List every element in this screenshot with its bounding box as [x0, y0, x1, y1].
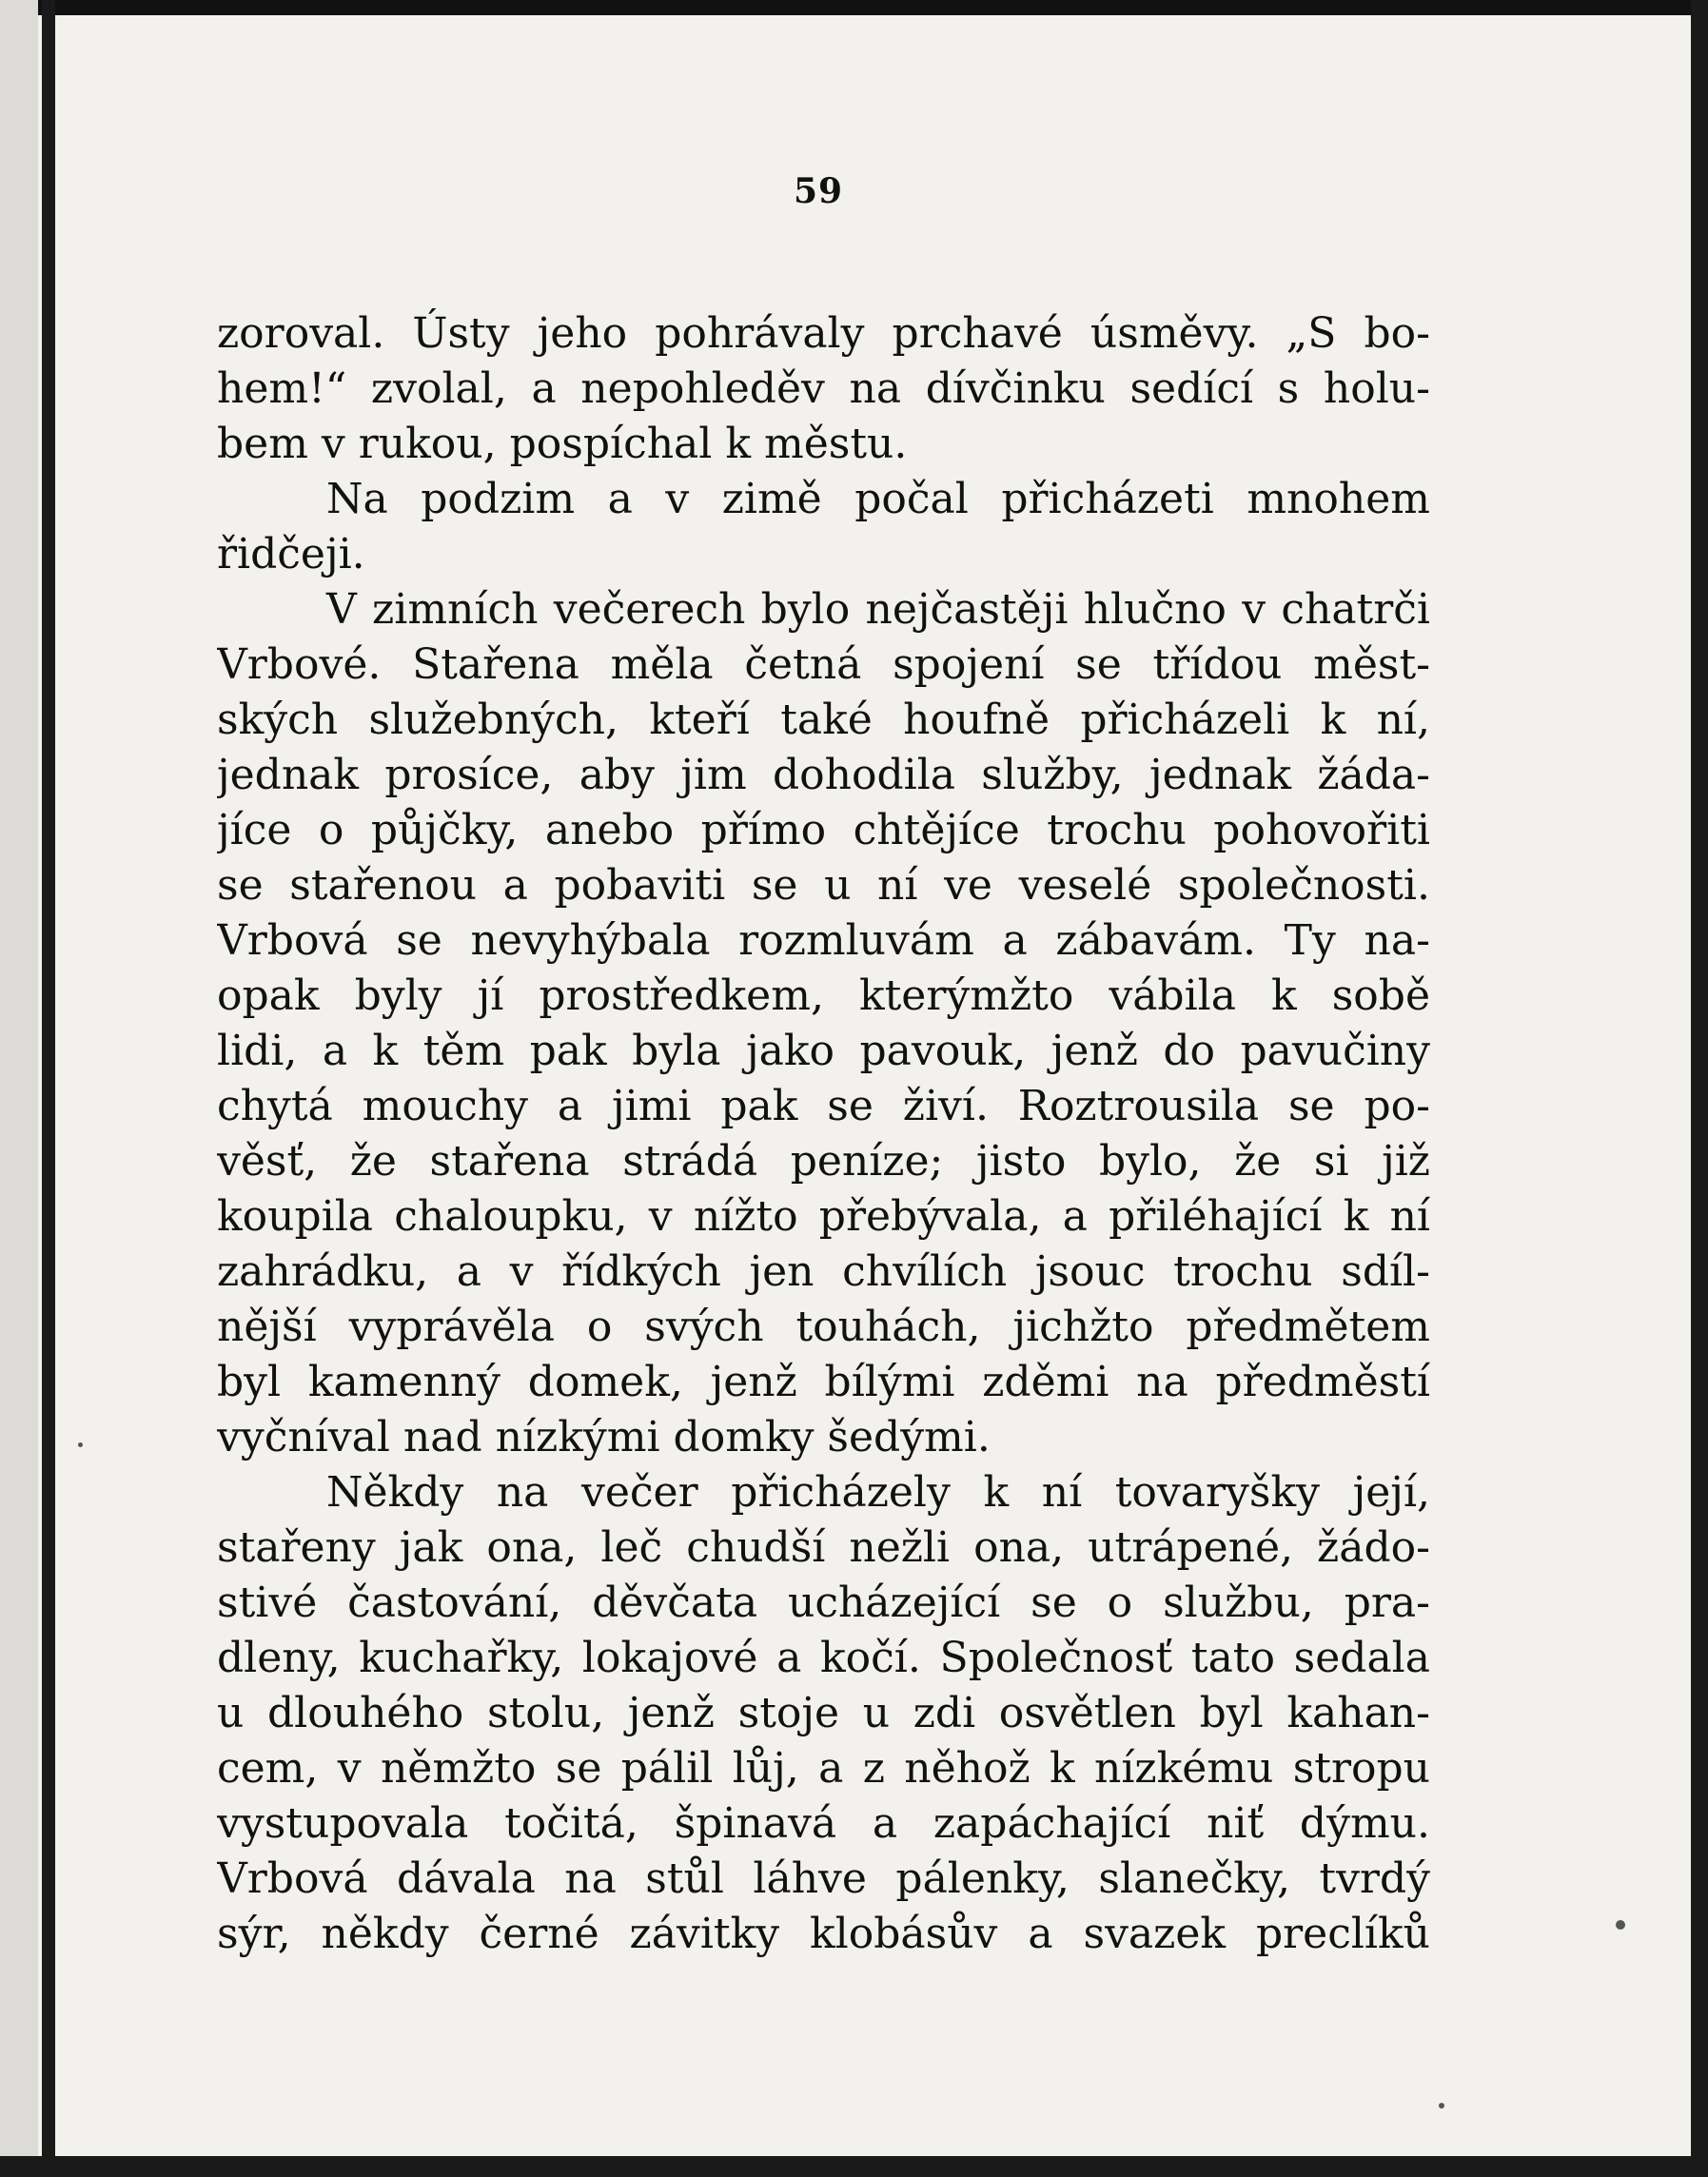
text-line: sýr, někdy černé závitky klobásův a svazek preclíků [217, 1910, 1430, 1958]
body-text [217, 306, 1430, 1962]
text-line: stivé častování, děvčata ucházející se o službu, pra- [217, 1579, 1430, 1627]
scan-border-left [42, 0, 55, 2177]
text-line: ských služebných, kteří také houfně přicházeli k ní, [217, 696, 1430, 744]
text-line: opak byly jí prostředkem, kterýmžto vábila k sobě [217, 971, 1430, 1020]
text-line: Vrbová dávala na stůl láhve pálenky, slanečky, tvrdý [217, 1854, 1430, 1903]
text-line: se stařenou a pobaviti se u ní ve veselé společnosti. [217, 861, 1430, 910]
text-line: stařeny jak ona, leč chudší nežli ona, utrápené, žádo- [217, 1523, 1430, 1572]
text-line: jednak prosíce, aby jim dohodila služby, jednak žáda- [217, 751, 1430, 799]
text-line: Vrbová se nevyhýbala rozmluvám a zábavám. Ty na- [217, 916, 1430, 965]
scan-border-bottom [0, 2156, 1708, 2177]
text-line: bem v rukou, pospíchal k městu. [217, 420, 908, 468]
scan-speck [1439, 2103, 1444, 2108]
page-number: 59 [793, 171, 844, 211]
text-line: jíce o půjčky, anebo přímo chtějíce trochu pohovořiti [217, 806, 1430, 854]
text-line: u dlouhého stolu, jenž stoje u zdi osvětlen byl kahan- [217, 1689, 1430, 1737]
scan-speck [78, 1442, 83, 1447]
text-line: byl kamenný domek, jenž bílými zděmi na předměstí [217, 1358, 1430, 1406]
text-line: chytá mouchy a jimi pak se živí. Roztrousila se po- [217, 1082, 1430, 1130]
text-line: lidi, a k těm pak byla jako pavouk, jenž do pavučiny [217, 1027, 1430, 1075]
text-line: cem, v němžto se pálil lůj, a z něhož k nízkému stropu [217, 1744, 1430, 1793]
scan-border-top [0, 0, 1708, 15]
scan-speck [1616, 1920, 1625, 1930]
text-line: Někdy na večer přicházely k ní tovaryšky její, [326, 1468, 1430, 1517]
text-line: věsť, že stařena strádá peníze; jisto bylo, že si již [217, 1137, 1430, 1186]
text-line: řidčeji. [217, 530, 365, 579]
text-line: Na podzim a v zimě počal přicházeti mnohem [326, 475, 1430, 523]
text-line: vystupovala točitá, špinavá a zapáchající niť dýmu. [217, 1799, 1430, 1848]
text-line: nější vyprávěla o svých touhách, jichžto předmětem [217, 1303, 1430, 1351]
text-line: Vrbové. Stařena měla četná spojení se třídou měst- [217, 640, 1430, 689]
scan-margin-left [0, 0, 38, 2177]
text-line: vyčníval nad nízkými domky šedými. [217, 1413, 991, 1461]
scan-border-right [1691, 0, 1708, 2177]
text-line: zahrádku, a v řídkých jen chvílích jsouc trochu sdíl- [217, 1247, 1430, 1296]
text-line: V zimních večerech bylo nejčastěji hlučno v chatrči [326, 585, 1430, 634]
text-line: hem!“ zvolal, a nepohleděv na dívčinku sedící s holu- [217, 364, 1430, 413]
text-line: zoroval. Ústy jeho pohrávaly prchavé úsměvy. „S bo- [217, 309, 1430, 358]
text-line: dleny, kuchařky, lokajové a kočí. Společnosť tato sedala [217, 1634, 1430, 1682]
text-line: koupila chaloupku, v nížto přebývala, a přiléhající k ní [217, 1192, 1430, 1241]
